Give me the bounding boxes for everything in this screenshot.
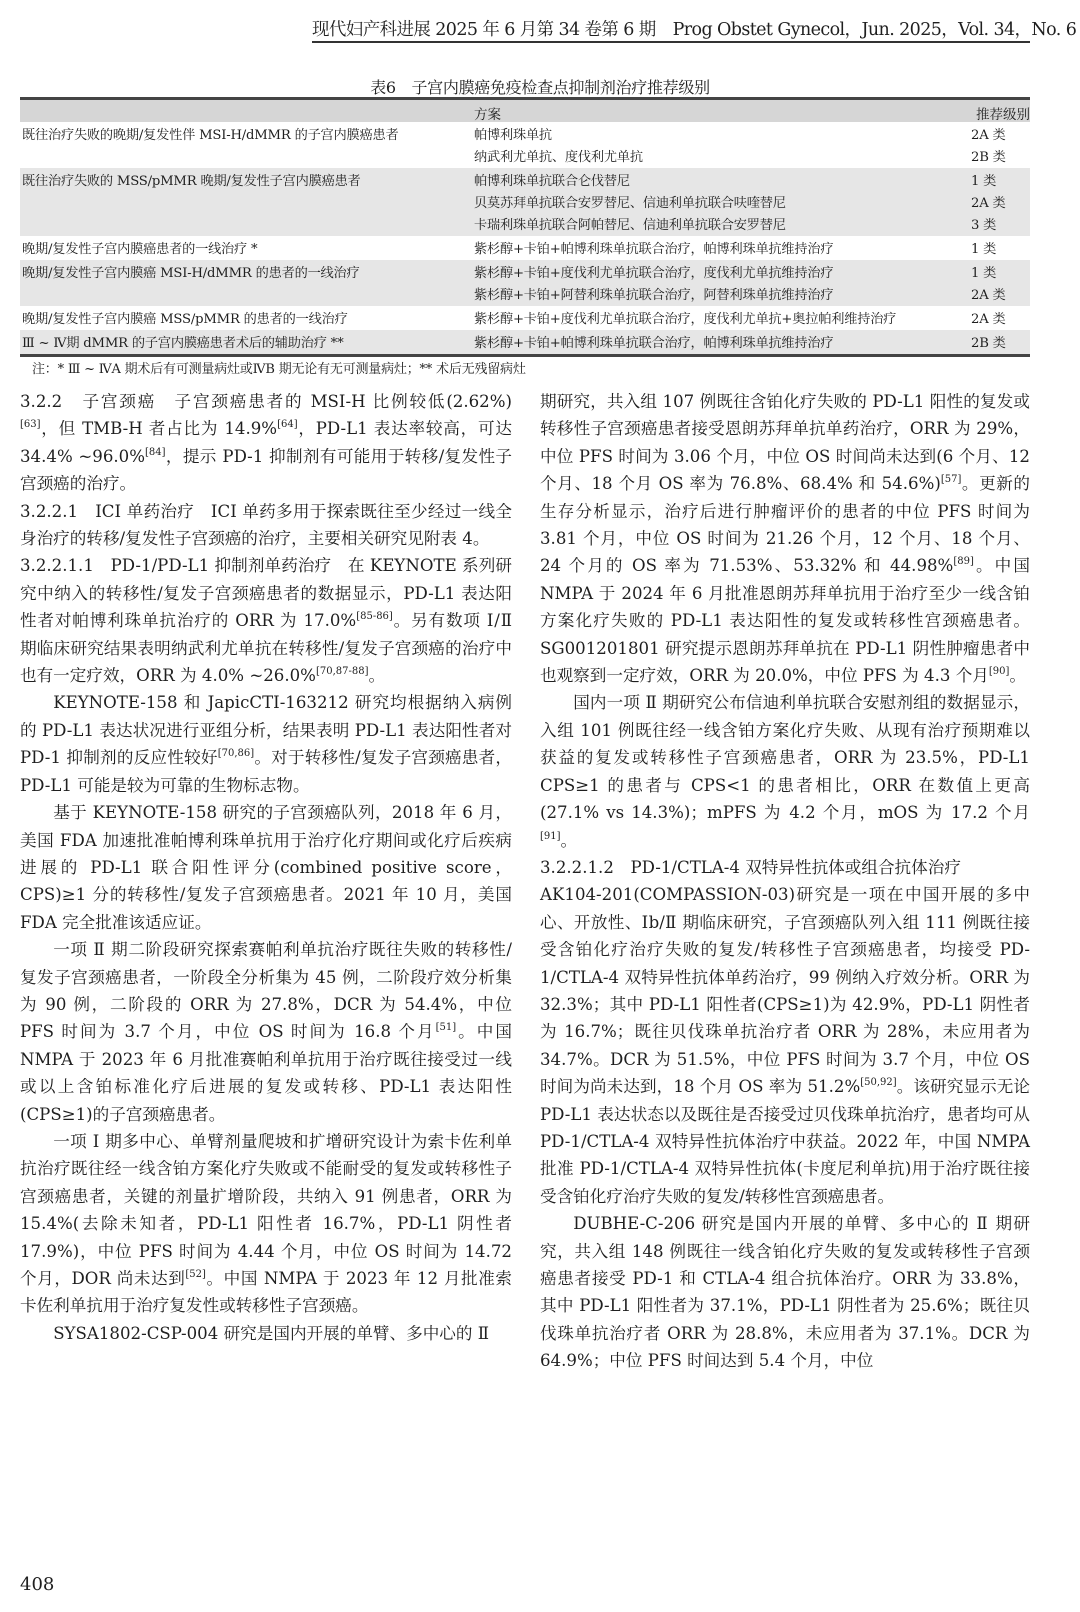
paragraph <box>540 388 1030 689</box>
table-row <box>20 330 1030 354</box>
text-run: 。中国 NMPA 于 2023 年 6 月批准赛帕利单抗用于治疗既往接受过一线或以上含铂标准化疗后进展的复发或转移、PD-L1 表达阳性(CPS≥1)的子宫颈癌患者。 <box>20 1022 512 1124</box>
regimen-cell <box>474 239 833 261</box>
text-run: 。 <box>368 666 386 686</box>
citation: [64] <box>277 419 298 431</box>
paragraph <box>540 1210 1030 1374</box>
running-head: 现代妇产科进展 2025 年 6 月第 34 卷第 6 期 Prog Obstet Gynecol，Jun. 2025，Vol. 34，No. 6 <box>312 20 1077 40</box>
table-header-row <box>20 100 1030 122</box>
text-run: 。 <box>1009 666 1027 686</box>
paragraph <box>20 552 512 689</box>
citation: [63] <box>20 419 41 431</box>
text-run: SYSA1802-CSP-004 研究是国内开展的单臂、多中心的 Ⅱ <box>53 1323 490 1343</box>
page-number: 408 <box>20 1574 55 1595</box>
header-rule <box>312 41 1030 43</box>
table-body <box>20 122 1030 354</box>
text-run: 。对于转移性/复发子宫颈癌患者，PD-L1 可能是较为可靠的生物标志物。 <box>20 748 513 795</box>
table-title: 表6 子宫内膜癌免疫检查点抑制剂治疗推荐级别 <box>370 78 710 97</box>
regimen-text: 紫杉醇+卡铂+度伐利尤单抗联合治疗，度伐利尤单抗+奥拉帕利维持治疗 <box>474 312 897 327</box>
population-text: 晚期/复发性子宫内膜癌 MSI-H/dMMR 的患者的一线治疗 <box>22 266 360 281</box>
citation: [85-86] <box>356 611 393 623</box>
grade-text: 3 类 <box>971 218 997 233</box>
text-run: ，PD-L1 表达率较高，可达 34.4% ~96.0% <box>20 419 512 466</box>
citation: [51] <box>435 1022 457 1034</box>
paragraph <box>20 1320 512 1347</box>
citation: [50,92] <box>860 1077 897 1089</box>
text-run: ，但 TMB-H 者占比为 14.9% <box>40 419 278 439</box>
text-run: 3.2.2.1.1 PD-1/PD-L1 抑制剂单药治疗 在 KEYNOTE 系列研究中纳入的转移性/复发子宫颈癌患者的数据显示，PD-L1 表达阳性者对帕博利珠单抗治疗的 ORR 为 17.0% <box>20 556 512 631</box>
paragraph <box>20 1128 512 1320</box>
table-row <box>20 306 1030 330</box>
population-cell <box>22 171 361 193</box>
text-run: 。另有数项 Ⅰ/Ⅱ 期临床研究结果表明纳武利尤单抗在转移性/复发子宫颈癌的治疗中也有一定疗效，ORR 为 4.0% ~26.0% <box>20 611 512 686</box>
citation: [70,86] <box>217 748 255 760</box>
paragraph <box>540 854 1030 881</box>
grade-text: 2A 类 <box>971 288 1006 303</box>
grade-text: 1 类 <box>971 242 997 257</box>
text-run: 。更新的生存分析显示，治疗后进行肿瘤评价的患者的中位 PFS 时间为 3.81 个月，中位 OS 时间为 21.26 个月，12 个月、18 个月、24 个月的 OS 率为 71.53%、53.32% 和 44.98% <box>540 474 1030 576</box>
right-column <box>540 388 1030 1375</box>
population-text: 既往治疗失败的 MSS/pMMR 晚期/复发性子宫内膜癌患者 <box>22 174 361 189</box>
grade-text: 2A 类 <box>971 128 1006 143</box>
paragraph <box>20 936 512 1128</box>
regimen-text: 帕博利珠单抗联合仑伐替尼 <box>474 174 630 189</box>
population-cell <box>22 239 257 261</box>
regimen-cell <box>474 171 786 237</box>
citation: [89] <box>953 556 974 568</box>
header-regimen: 方案 <box>474 107 501 123</box>
paragraph <box>20 689 512 799</box>
citation: [70,87-88] <box>315 666 369 678</box>
grade-text: 2B 类 <box>971 336 1006 351</box>
population-cell <box>22 125 399 147</box>
grade-text: 2B 类 <box>971 150 1006 165</box>
text-run: 国内一项 Ⅱ 期研究公布信迪利单抗联合安慰剂组的数据显示，入组 101 例既往经一线含铂方案化疗失败、从现有治疗预期难以获益的复发或转移性子宫颈癌患者，ORR 为 23.5%，PD-L1 CPS≥1 的患者与 CPS<1 的患者相比，ORR 在数值上更高(27.1% vs 14.3%)；mPFS 为 4.2 个月，mOS 为 17.2 个月 <box>540 693 1030 823</box>
text-run: 基于 KEYNOTE-158 研究的子宫颈癌队列，2018 年 6 月，美国 FDA 加速批准帕博利珠单抗用于治疗化疗期间或化疗后疾病进展的 PD-L1 联合阳性评分(combined positive score，CPS)≥1 分的转移性/复发子宫颈癌患者。2021 年 10 月，美国 FDA 完全批准该适应证。 <box>20 803 512 932</box>
regimen-text: 紫杉醇+卡铂+帕博利珠单抗联合治疗，帕博利珠单抗维持治疗 <box>474 336 834 351</box>
paragraph <box>540 689 1030 853</box>
regimen-text: 贝莫苏拜单抗联合安罗替尼、信迪利单抗联合呋喹替尼 <box>474 196 786 211</box>
grade-text: 2A 类 <box>971 312 1006 327</box>
table-row <box>20 236 1030 260</box>
text-run: ，提示 PD-1 抑制剂有可能用于转移/复发性子宫颈癌的治疗。 <box>20 446 512 494</box>
regimen-cell <box>474 333 833 355</box>
regimen-text: 卡瑞利珠单抗联合阿帕替尼、信迪利单抗联合安罗替尼 <box>474 218 786 233</box>
paragraph <box>540 881 1030 1210</box>
grade-text: 1 类 <box>971 174 997 189</box>
citation: [90] <box>988 666 1010 678</box>
table-row <box>20 260 1030 306</box>
paragraph <box>20 799 512 936</box>
paragraph <box>20 498 512 553</box>
text-run: DUBHE-C-206 研究是国内开展的单臂、多中心的 Ⅱ 期研究，共入组 148 例既往一线含铂化疗失败的复发或转移性子宫颈癌患者接受 PD-1 和 CTLA-4 组合抗体治疗。ORR 为 33.8%，其中 PD-L1 阳性者为 37.1%，PD-L1 阴性者为 25.6%；既往贝伐珠单抗治疗者 ORR 为 28.8%，未应用者为 37.1%。DCR 为 64.9%；中位 PFS 时间达到 5.4 个月，中位 <box>540 1214 1030 1371</box>
regimen-text: 纳武利尤单抗、度伐利尤单抗 <box>474 150 643 165</box>
regimen-text: 紫杉醇+卡铂+帕博利珠单抗联合治疗，帕博利珠单抗维持治疗 <box>474 242 834 257</box>
paragraph <box>20 388 512 498</box>
regimen-text: 紫杉醇+卡铂+阿替利珠单抗联合治疗，阿替利珠单抗维持治疗 <box>474 288 834 303</box>
grade-cell <box>971 125 1006 169</box>
table-row <box>20 168 1030 236</box>
regimen-text: 紫杉醇+卡铂+度伐利尤单抗联合治疗，度伐利尤单抗维持治疗 <box>474 266 834 281</box>
text-run: KEYNOTE-158 和 JapicCTI-163212 研究均根据纳入病例的 PD-L1 表达状况进行亚组分析，结果表明 PD-L1 表达阳性者对 PD-1 抑制剂的反应性较好 <box>20 693 512 768</box>
citation: [91] <box>540 830 561 842</box>
grade-text: 2A 类 <box>971 196 1006 211</box>
grade-text: 1 类 <box>971 266 997 281</box>
text-run: 期研究，共入组 107 例既往含铂化疗失败的 PD-L1 阳性的复发或转移性子宫颈癌患者接受恩朗苏拜单抗单药治疗，ORR 为 29%，中位 PFS 时间为 3.06 个月，中位 OS 时间尚未达到(6 个月、12 个月、18 个月 OS 率为 76.8%、68.4% 和 54.6%) <box>540 392 1030 494</box>
text-run: 。 <box>560 830 578 850</box>
left-column <box>20 388 512 1347</box>
citation: [57] <box>940 474 962 486</box>
text-run: 3.2.2.1.2 PD-1/CTLA-4 双特异性抗体或组合抗体治疗 <box>540 857 961 877</box>
text-run: 。中国 NMPA 于 2024 年 6 月批准恩朗苏拜单抗用于治疗至少一线含铂方案化疗失败的 PD-L1 表达阳性的复发或转移性宫颈癌患者。SG001201801 研究提示恩朗苏拜单抗在 PD-L1 阴性肿瘤患者中也观察到一定疗效，ORR 为 20.0%，中位 PFS 为 4.3 个月 <box>540 556 1030 686</box>
regimen-cell <box>474 125 643 169</box>
text-run: 一项 Ⅱ 期二阶段研究探索赛帕利单抗治疗既往失败的转移性/复发子宫颈癌患者，一阶段全分析集为 45 例，二阶段疗效分析集为 90 例，二阶段的 ORR 为 27.8%，DCR 为 54.4%，中位 PFS 时间为 3.7 个月，中位 OS 时间为 16.8 个月 <box>20 940 512 1042</box>
text-run: 3.2.2 子宫颈癌 子宫颈癌患者的 MSI-H 比例较低(2.62%) <box>20 392 512 411</box>
population-cell <box>22 333 343 355</box>
population-text: 既往治疗失败的晚期/复发性伴 MSI-H/dMMR 的子宫内膜癌患者 <box>22 128 399 143</box>
grade-cell <box>971 309 1006 331</box>
regimen-cell <box>474 309 896 331</box>
population-text: 晚期/复发性子宫内膜癌患者的一线治疗 * <box>22 242 258 257</box>
grade-cell <box>971 239 996 261</box>
table-row <box>20 122 1030 168</box>
population-cell <box>22 309 348 331</box>
text-run: 一项 Ⅰ 期多中心、单臂剂量爬坡和扩增研究设计为索卡佐利单抗治疗既往经一线含铂方案化疗失败或不能耐受的复发或转移性子宫颈癌患者，关键的剂量扩增阶段，共纳入 91 例患者，ORR 为 15.4%(去除未知者，PD-L1 阳性者 16.7%，PD-L1 阴性者 17.9%)，中位 PFS 时间为 4.44 个月，中位 OS 时间为 14.72 个月，DOR 尚未达到 <box>20 1131 512 1288</box>
regimen-cell <box>474 263 833 307</box>
recommendation-table <box>20 97 1030 357</box>
text-run: 3.2.2.1 ICI 单药治疗 ICI 单药多用于探索既往至少经过一线全身治疗的转移/复发性子宫颈癌的治疗，主要相关研究见附表 4。 <box>20 501 512 549</box>
grade-cell <box>971 263 1006 307</box>
population-cell <box>22 263 360 285</box>
text-run: AK104-201(COMPASSION-03)研究是一项在中国开展的多中心、开放性、Ⅰb/Ⅱ 期临床研究，子宫颈癌队列入组 111 例既往接受含铂化疗治疗失败的复发/转移性子宫颈癌患者，均接受 PD-1/CTLA-4 双特异性抗体单药治疗，99 例纳入疗效分析。ORR 为 32.3%；其中 PD-L1 阳性者(CPS≥1)为 42.9%，PD-L1 阴性者为 16.7%；既往贝伐珠单抗治疗者 ORR 为 28%，未应用者为 34.7%。DCR 为 51.5%，中位 PFS 时间为 3.7 个月，中位 OS 时间为尚未达到，18 个月 OS 率为 51.2% <box>540 885 1030 1097</box>
text-run: 。中国 NMPA 于 2023 年 12 月批准索卡佐利单抗用于治疗复发性或转移性子宫颈癌。 <box>20 1269 512 1316</box>
grade-cell <box>971 333 1006 355</box>
table-note: 注：* Ⅲ ~ ⅣA 期术后有可测量病灶或ⅣB 期无论有无可测量病灶；** 术后无残留病灶 <box>32 362 526 377</box>
regimen-text: 帕博利珠单抗 <box>474 128 552 143</box>
grade-cell <box>971 171 1006 237</box>
text-run: 。该研究显示无论 PD-L1 表达状态以及既往是否接受过贝伐珠单抗治疗，患者均可从 PD-1/CTLA-4 双特异性抗体治疗中获益。2022 年，中国 NMPA 批准 PD-1/CTLA-4 双特异性抗体(卡度尼利单抗)用于治疗既往接受含铂化疗治疗失败的复发/转移性宫颈癌患者。 <box>540 1077 1030 1206</box>
population-text: 晚期/复发性子宫内膜癌 MSS/pMMR 的患者的一线治疗 <box>22 312 348 327</box>
citation: [84] <box>144 446 166 458</box>
population-text: Ⅲ ~ Ⅳ期 dMMR 的子宫内膜癌患者术后的辅助治疗 ** <box>22 336 344 351</box>
header-grade: 推荐级别 <box>976 107 1030 123</box>
citation: [52] <box>185 1269 206 1280</box>
